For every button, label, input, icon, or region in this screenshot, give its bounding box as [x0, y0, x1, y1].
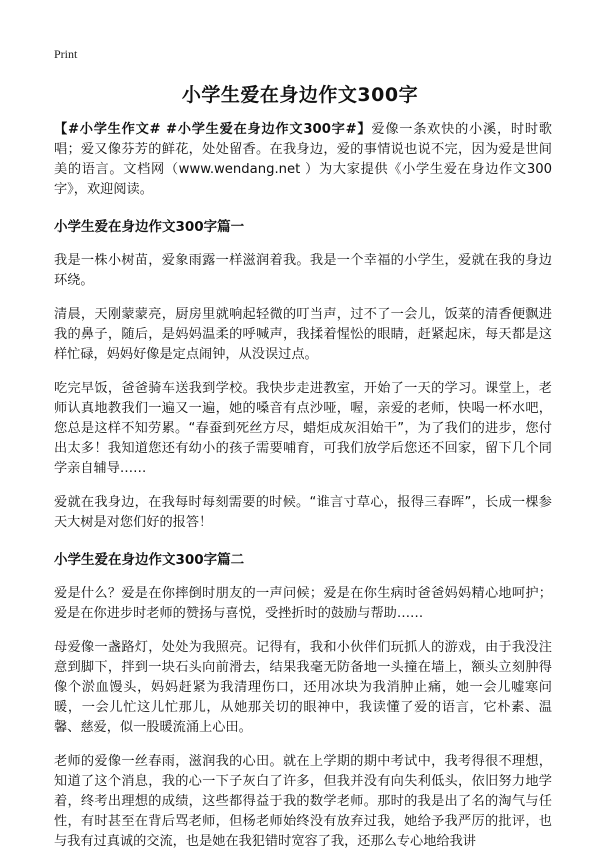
- intro-tag: 【#小学生作文# #小学生爱在身边作文300字#】: [54, 122, 372, 137]
- paragraph: 老师的爱像一丝春雨，滋润我的心田。就在上学期的期中考试中，我考得很不理想，知道了这个消息，我的心一下子灰白了许多，但我并没有向失利低头，依旧努力地学着，终考出理想的成绩，这些都得益于我的数学老师。那时的我是出了名的淘气与任性，有时甚至在背后骂老师，但杨老师始终没有放弃过我，她给予我严厉的批评，也与我有过真诚的交流，也是她在我犯错时宽容了我，还那么专心地给我讲: [54, 754, 552, 849]
- intro-text: 爱像一条欢快的小溪，时时歌唱；爱又像芬芳的鲜花，处处留香。在我身边，爱的事情说也说不完，因为爱是世间美的语言。文档网（www.wendang.net ）为大家提供《小学生爱在身边作文300字》，欢迎阅读。: [54, 122, 552, 197]
- paragraph: 爱是什么？爱是在你摔倒时朋友的一声问候；爱是在你生病时爸爸妈妈精心地呵护；爱是在你进步时老师的赞扬与喜悦，受挫折时的鼓励与帮助……: [54, 586, 552, 621]
- paragraph: 我是一株小树苗，爱象雨露一样滋润着我。我是一个幸福的小学生，爱就在我的身边环绕。: [54, 253, 552, 288]
- section-heading: 小学生爱在身边作文300字篇一: [54, 219, 245, 235]
- intro-paragraph: [54, 120, 552, 200]
- paragraph: 清晨，天刚蒙蒙亮，厨房里就响起轻微的叮当声，过不了一会儿，饭菜的清香便飘进我的鼻子，随后，是妈妈温柔的呼喊声，我揉着惺忪的眼睛，赶紧起床，每天都是这样忙碌，妈妈好像是定点闹钟，从没误过点。: [54, 307, 552, 362]
- page-title: 小学生爱在身边作文300字: [181, 84, 419, 106]
- print-link[interactable]: Print: [54, 47, 78, 61]
- paragraph: 母爱像一盏路灯，处处为我照亮。记得有，我和小伙伴们玩抓人的游戏，由于我没注意到脚下，拌到一块石头向前滑去，结果我毫无防备地一头撞在墙上，额头立刻肿得像个淤血馒头，妈妈赶紧为我清理伤口，还用冰块为我消肿止痛，她一会儿嘘寒问暖，一会儿忙这儿忙那儿，从她那关切的眼神中，我读懂了爱的语言，它朴素、温馨、慈爱，似一股暖流涌上心田。: [54, 640, 552, 735]
- article-body: [54, 120, 552, 852]
- section-heading: 小学生爱在身边作文300字篇二: [54, 552, 245, 568]
- paragraph: 爱就在我身边，在我每时每刻需要的时候。“谁言寸草心，报得三春晖”，长成一棵参天大树是对您们好的报答！: [54, 495, 552, 530]
- paragraph: 吃完早饭，爸爸骑车送我到学校。我快步走进教室，开始了一天的学习。课堂上，老师认真地教我们一遍又一遍，她的嗓音有点沙哑，喔，亲爱的老师，快喝一杯水吧，您总是这样不知劳累。“春蚕到死丝方尽，蜡炬成灰泪始干”，为了我们的进步，您付出太多！我知道您还有幼小的孩子需要哺育，可我们放学后您还不回家，留下几个同学亲自辅导……: [54, 381, 552, 476]
